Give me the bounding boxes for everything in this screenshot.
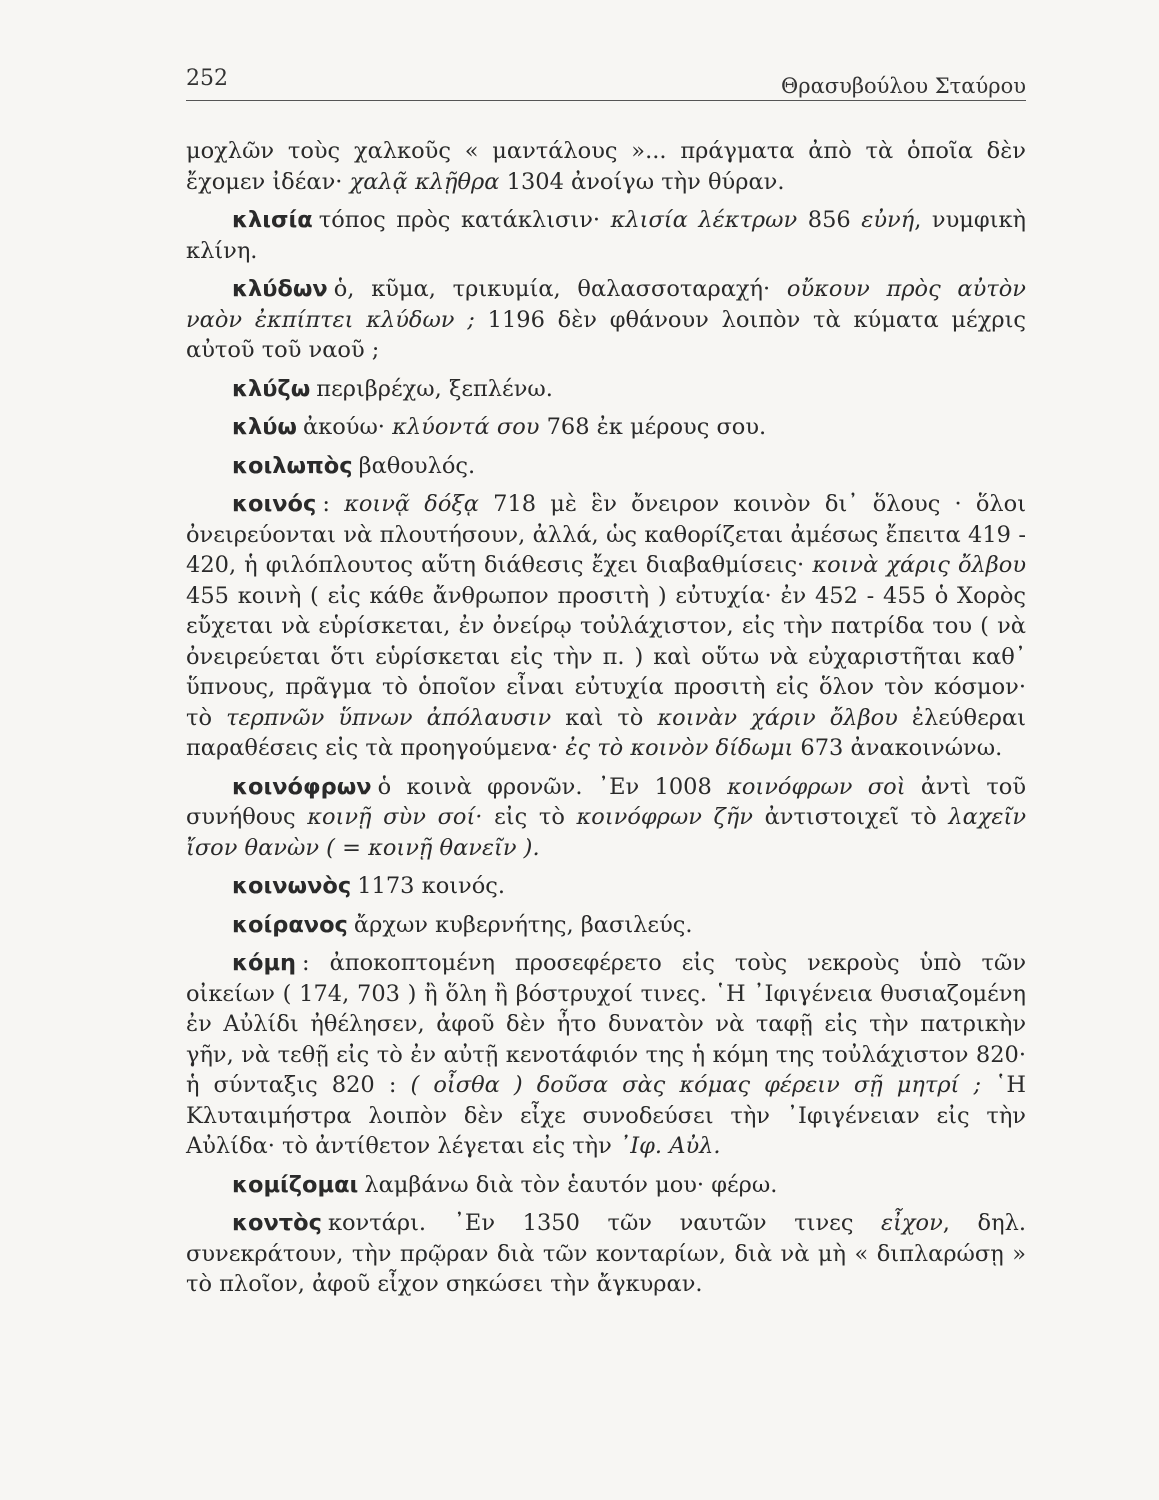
entry-lemma: κοιλωπὸς	[232, 452, 353, 479]
definition-text: 673 ἀνακοινώνω.	[793, 735, 1003, 761]
entry-lemma: κοινός	[232, 491, 317, 517]
dictionary-entry	[186, 374, 1026, 405]
definition-text: , νυμφικὴ κλίνη.	[186, 207, 1027, 264]
definition-text: περιβρέχω, ξεπλένω.	[316, 375, 553, 402]
italic-quotation: κοινᾷ δόξᾳ	[344, 491, 479, 517]
page-header	[186, 66, 1026, 101]
entry-lemma: κλύδων	[232, 276, 328, 302]
dictionary-entry	[186, 910, 1026, 941]
entry-lemma: κόμη	[232, 950, 297, 976]
entry-lemma: κομίζομαι	[232, 1171, 359, 1198]
definition-text: 455 κοινὴ ( εἰς κάθε ἄνθρωπον προσιτὴ ) εὐτυχία· ἐν 452 - 455 ὁ Χορὸς εὔχεται νὰ εὑρίσκεται, ἐν ὀνείρῳ τοὐλάχιστον, εἰς τὴν πατρίδα του ( νὰ ὀνειρεύεται ὅτι εὑρίσκεται εἰς τὴν π. ) καὶ οὕτω νὰ εὐχαριστῆται καθ᾿ ὕπνους, πρᾶγμα τὸ ὁποῖον εἶναι εὐτυχία προσιτὴ εἰς ὅλον τὸν κόσμον· τὸ	[186, 582, 1026, 731]
definition-text: 1304 ἀνοίγω τὴν θύραν.	[499, 168, 785, 195]
italic-quotation: τερπνῶν ὕπνων ἀπόλαυσιν	[226, 704, 552, 731]
entry-lemma: κοινωνὸς	[232, 873, 352, 899]
definition-text: τόπος πρὸς κατάκλισιν·	[318, 207, 611, 233]
italic-quotation: κοινῇ σὺν σοί·	[307, 804, 483, 830]
dictionary-entry	[186, 772, 1026, 864]
italic-quotation: κοινόφρων σοὶ	[727, 773, 906, 800]
page-number: 252	[186, 66, 228, 91]
dictionary-entry	[186, 412, 1026, 443]
definition-text: καὶ τὸ	[551, 704, 658, 731]
dictionary-entry	[186, 205, 1026, 266]
definition-text: 1196 δὲν φθάνουν λοιπὸν τὰ κύματα μέχρις αὐτοῦ τοῦ ναοῦ ;	[186, 306, 1026, 363]
dictionary-entry	[186, 1170, 1026, 1201]
dictionary-entry	[186, 871, 1026, 902]
definition-text: :	[322, 491, 345, 517]
definition-text: 768 ἐκ μέρους σου.	[539, 414, 767, 440]
definition-text: λαμβάνω διὰ τὸν ἑαυτόν μου· φέρω.	[364, 1171, 778, 1198]
running-head: Θρασυβούλου Σταύρου	[781, 74, 1026, 98]
dictionary-entry	[186, 274, 1026, 366]
italic-quotation: οὔκουν πρὸς αὐτὸν ναὸν ἐκπίπτει κλύδων ;	[186, 276, 1026, 333]
definition-text: βαθουλός.	[358, 452, 476, 479]
italic-quotation: κλύοντά σου	[392, 414, 540, 440]
definition-text: ὁ, κῦμα, τρικυμία, θαλασσοταραχή·	[333, 276, 787, 302]
definition-text: ἄρχων κυβερνήτης, βασιλεύς.	[353, 911, 693, 938]
italic-quotation: λαχεῖν ἴσον θανὼν ( = κοινῇ θανεῖν ).	[186, 804, 1026, 861]
italic-quotation: εἶχον	[881, 1210, 943, 1236]
definition-text: 718 μὲ ἓν ὄνειρον κοινὸν δι᾿ ὅλους · ὅλοι ὀνειρεύονται νὰ πλουτήσουν, ἀλλά, ὡς καθορίζεται ἀμέσως ἔπειτα 419 - 420, ἡ φιλόπλουτος αὕτη διάθεσις ἔχει διαβαθμίσεις·	[186, 491, 1027, 578]
italic-quotation: ᾿Ιφ. Αὐλ.	[619, 1133, 721, 1159]
entry-lemma: κοντὸς	[232, 1210, 322, 1236]
definition-text: 1173 κοινός.	[357, 873, 506, 899]
entry-lemma: κλισία	[232, 207, 313, 233]
italic-quotation: κοινόφρων ζῆν	[576, 804, 753, 830]
entry-lemma: κλύω	[232, 414, 297, 440]
italic-quotation: κοινὰν χάριν ὄλβου	[657, 704, 898, 731]
italic-quotation: κοινὰ χάρις ὄλβου	[812, 552, 1026, 578]
definition-text: ἀκούω·	[302, 414, 393, 440]
dictionary-entry	[186, 489, 1026, 764]
definition-text: ἐλεύθεραι παραθέσεις εἰς τὰ προηγούμενα·	[186, 704, 1026, 761]
dictionary-entry	[186, 948, 1026, 1162]
continuation-paragraph	[186, 136, 1026, 197]
italic-quotation: εὐνή	[861, 207, 915, 233]
definition-text: ῾Η Κλυταιμήστρα λοιπὸν δὲν εἶχε συνοδεύσει τὴν ᾿Ιφιγένειαν εἰς τὴν Αὐλίδα· τὸ ἀντίθετον λέγεται εἰς τὴν	[186, 1072, 1026, 1159]
definition-text: ἀντιστοιχεῖ τὸ	[752, 804, 949, 830]
entry-lemma: κλύζω	[232, 375, 311, 402]
dictionary-entry	[186, 1208, 1026, 1300]
definition-text: : ἀποκοπτομένη προσεφέρετο εἰς τοὺς νεκροὺς ὑπὸ τῶν οἰκείων ( 174, 703 ) ἢ ὅλη ἢ βόστρυχοί τινες. ῾Η ᾿Ιφιγένεια θυσιαζομένη ἐν Αὐλίδι ἠθέλησεν, ἀφοῦ δὲν ἦτο δυνατὸν νὰ ταφῇ εἰς τὴν πατρικὴν γῆν, νὰ τεθῇ εἰς τὸ ἐν αὐτῇ κενοτάφιόν της ἡ κόμη της τοὐλάχιστον 820· ἡ σύνταξις 820 :	[186, 950, 1026, 1098]
entry-lemma: κοινόφρων	[232, 773, 372, 800]
definition-text: μοχλῶν τοὺς χαλκοῦς « μαντάλους »... πράγματα ἀπὸ τὰ ὁποῖα δὲν ἔχομεν ἰδέαν·	[186, 138, 1026, 195]
definition-text: ἀντὶ τοῦ συνήθους	[186, 773, 1027, 830]
italic-quotation: ( οἶσθα ) δοῦσα σὰς κόμας φέρειν σῇ μητρί ;	[410, 1072, 982, 1098]
italic-quotation: χαλᾷ κλῇθρα	[349, 168, 500, 195]
definition-text: , δηλ. συνεκράτουν, τὴν πρῷραν διὰ τῶν κονταρίων, διὰ νὰ μὴ « διπλαρώσῃ » τὸ πλοῖον, ἀφοῦ εἶχον σηκώσει τὴν ἄγκυραν.	[186, 1210, 1026, 1297]
italic-quotation: ἐς τὸ κοινὸν δίδωμι	[565, 735, 794, 761]
definition-text: εἰς τὸ	[482, 804, 577, 830]
definition-text: κοντάρι. ᾿Εν 1350 τῶν ναυτῶν τινες	[327, 1210, 882, 1236]
dictionary-entry	[186, 451, 1026, 482]
entry-lemma: κοίρανος	[232, 911, 348, 938]
definition-text: ὁ κοινὰ φρονῶν. ᾿Εν 1008	[377, 773, 728, 800]
definition-text: 856	[797, 207, 862, 233]
italic-quotation: κλισία λέκτρων	[610, 207, 798, 233]
dictionary-body	[186, 136, 1026, 1308]
